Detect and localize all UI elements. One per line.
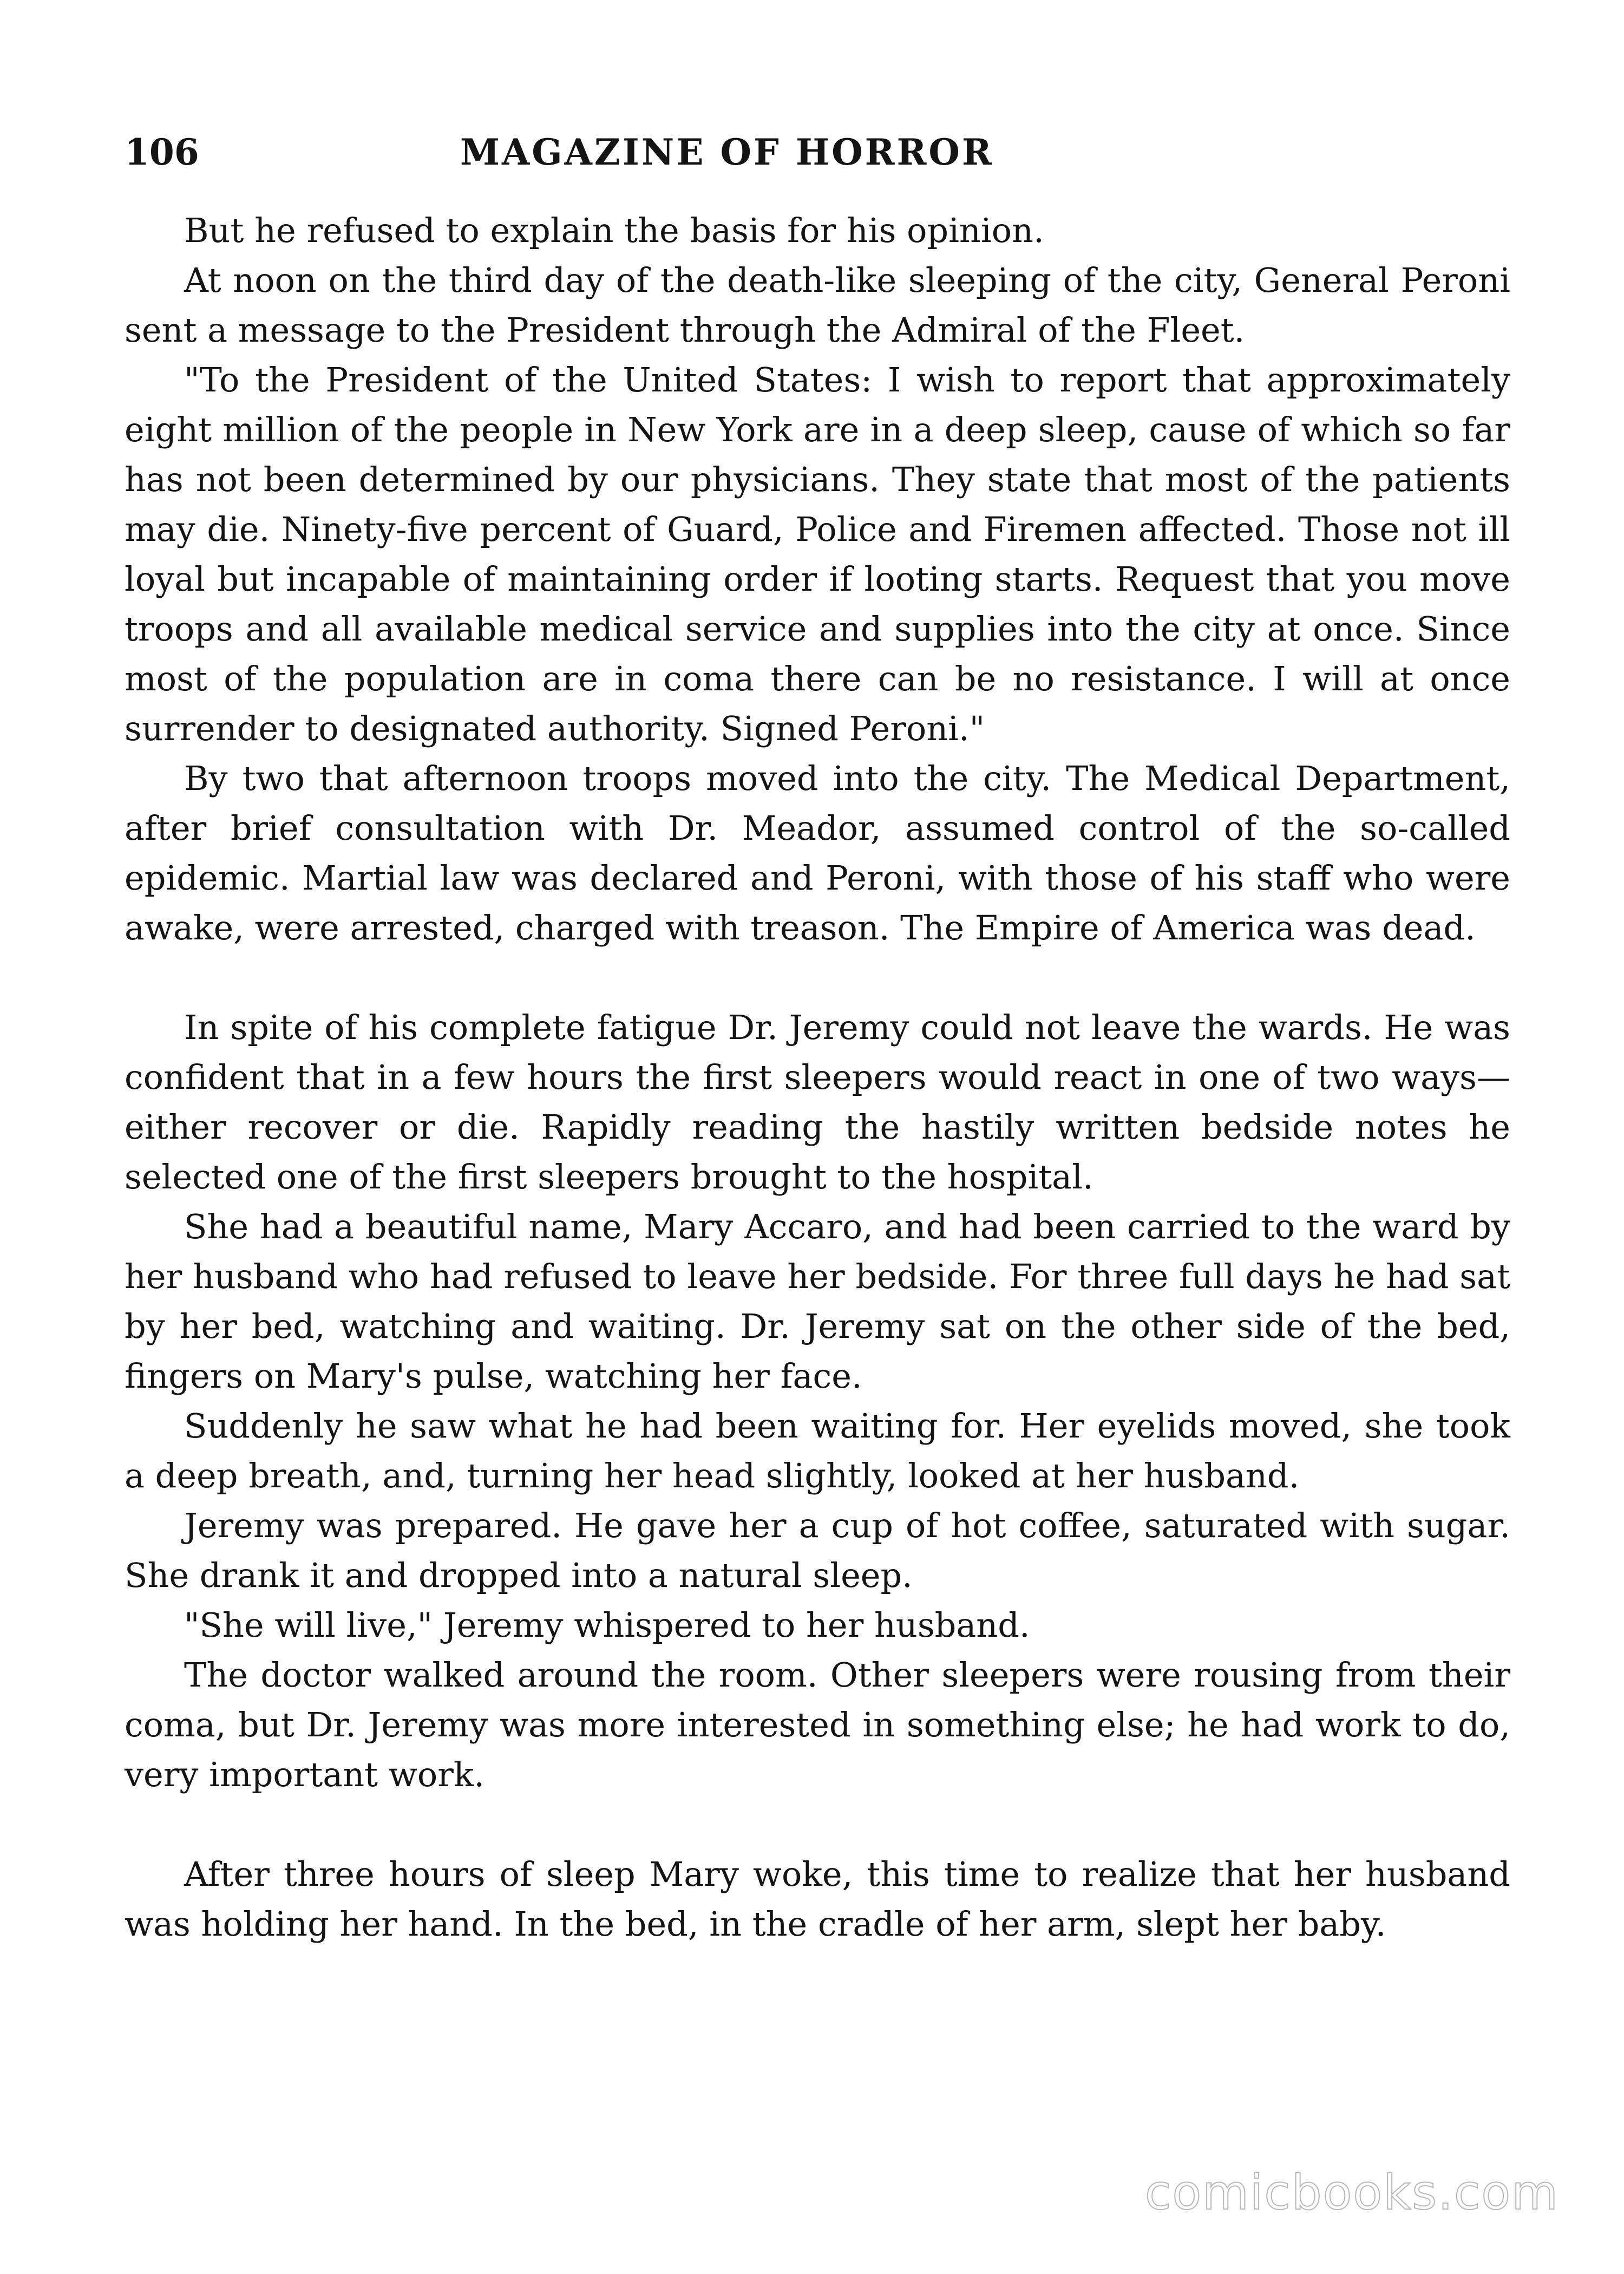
body-text xyxy=(125,206,1510,1949)
paragraph: She had a beautiful name, Mary Accaro, and had been carried to the ward by her husband who had refused to leave her bedside. For three full days he had sat by her bed, watching and waiting. Dr. Jeremy sat on the other side of the bed, fingers on Mary's pulse, watching her face. xyxy=(125,1207,1510,1396)
running-title: MAGAZINE OF HORROR xyxy=(460,131,994,173)
page-number: 106 xyxy=(125,131,199,173)
paragraph: At noon on the third day of the death-like sleeping of the city, General Peroni sent a message to the President through the Admiral of the Fleet. xyxy=(125,260,1510,350)
page-header xyxy=(125,122,1510,182)
paragraph: After three hours of sleep Mary woke, this time to realize that her husband was holding her hand. In the bed, in the cradle of her arm, slept her baby. xyxy=(125,1854,1510,1944)
section-break xyxy=(125,953,1510,1003)
paragraph: In spite of his complete fatigue Dr. Jeremy could not leave the wards. He was confident that in a few hours the first sleepers would react in one of two ways—either recover or die. Rapidly reading the hastily written bedside notes he selected one of the first sleepers brought to the hospital. xyxy=(125,1008,1510,1197)
paragraph: The doctor walked around the room. Other sleepers were rousing from their coma, but Dr. Jeremy was more interested in something else; he had work to do, very important work. xyxy=(125,1655,1510,1794)
paragraph: Suddenly he saw what he had been waiting for. Her eyelids moved, she took a deep breath, and, turning her head slightly, looked at her husband. xyxy=(125,1406,1510,1495)
watermark: comicbooks.com xyxy=(1144,2165,1559,2220)
paragraph: But he refused to explain the basis for his opinion. xyxy=(184,211,1044,250)
paragraph: By two that afternoon troops moved into the city. The Medical Department, after brief consultation with Dr. Meador, assumed control of the so-called epidemic. Martial law was declared and Peroni, with those of his staff who were awake, were arrested, charged with treason. The Empire of America was dead. xyxy=(125,759,1510,948)
paragraph: "She will live," Jeremy whispered to her husband. xyxy=(184,1605,1030,1645)
paragraph: Jeremy was prepared. He gave her a cup of hot coffee, saturated with sugar. She drank it and dropped into a natural sleep. xyxy=(125,1506,1510,1595)
section-break xyxy=(125,1800,1510,1850)
paragraph: "To the President of the United States: I wish to report that approximately eight million of the people in New York are in a deep sleep, cause of which so far has not been determined by our physicians. They state that most of the patients may die. Ninety-five percent of Guard, Police and Firemen affected. Those not ill loyal but incapable of maintaining order if looting starts. Request that you move troops and all available medical service and supplies into the city at once. Since most of the population are in coma there can be no resistance. I will at once surrender to designated authority. Signed Peroni." xyxy=(125,360,1510,748)
